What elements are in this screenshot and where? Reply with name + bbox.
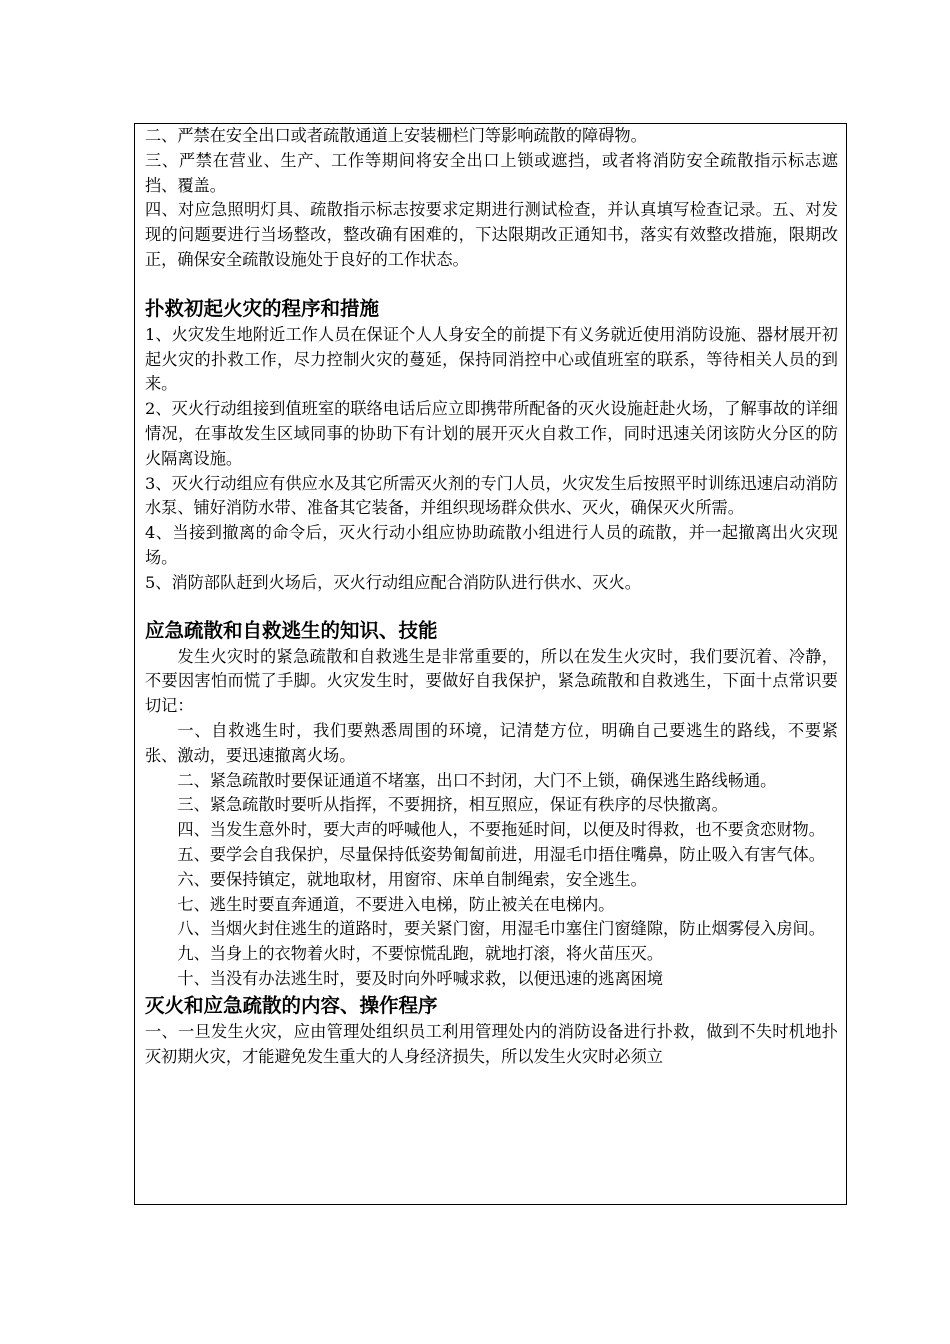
paragraph: 3、灭火行动组应有供应水及其它所需灭火剂的专门人员，火灾发生后按照平时训练迅速启动消防水泵、铺好消防水带、准备其它装备，并组织现场群众供水、灭火，确保灭火所需。: [145, 473, 838, 518]
paragraph: 发生火灾时的紧急疏散和自救逃生是非常重要的，所以在发生火灾时，我们要沉着、冷静，不要因害怕而慌了手脚。火灾发生时，要做好自我保护，紧急疏散和自救逃生，下面十点常识要切记：: [145, 646, 838, 716]
paragraph: 三、紧急疏散时要听从指挥，不要拥挤，相互照应，保证有秩序的尽快撤离。: [177, 795, 728, 815]
spacer: [145, 273, 838, 295]
paragraph: 五、要学会自我保护，尽量保持低姿势匍匐前进，用湿毛巾捂住嘴鼻，防止吸入有害气体。: [177, 844, 825, 864]
paragraph: 十、当没有办法逃生时，要及时向外呼喊求救，以便迅速的逃离困境: [177, 968, 664, 988]
paragraph: 八、当烟火封住逃生的道路时，要关紧门窗，用湿毛巾塞住门窗缝隙，防止烟雾侵入房间。: [177, 919, 825, 939]
paragraph: 一、一旦发生火灾，应由管理处组织员工利用管理处内的消防设备进行扑救，做到不失时机地扑灭初期火灾，才能避免发生重大的人身经济损失，所以发生火灾时必须立: [145, 1021, 838, 1066]
content-frame: [134, 123, 847, 1205]
paragraph: 四、对应急照明灯具、疏散指示标志按要求定期进行测试检查，并认真填写检查记录。五、对发现的问题要进行当场整改，整改确有困难的，下达限期改正通知书，落实有效整改措施，限期改正，确保安全疏散设施处于良好的工作状态。: [145, 200, 838, 269]
paragraph: 九、当身上的衣物着火时，不要惊慌乱跑，就地打滚，将火苗压灭。: [177, 944, 664, 964]
paragraph: 七、逃生时要直奔通道，不要进入电梯，防止被关在电梯内。: [177, 894, 615, 914]
paragraph: 5、消防部队赶到火场后，灭火行动组应配合消防队进行供水、灭火。: [145, 572, 641, 592]
paragraph: 一、自救逃生时，我们要熟悉周围的环境，记清楚方位，明确自己要逃生的路线，不要紧张、激动，要迅速撤离火场。: [145, 720, 838, 765]
paragraph: 四、当发生意外时，要大声的呼喊他人，不要拖延时间，以便及时得救，也不要贪恋财物。: [177, 820, 825, 840]
section-heading: 应急疏散和自救逃生的知识、技能: [145, 618, 438, 642]
section-heading: 扑救初起火灾的程序和措施: [145, 296, 380, 320]
section-heading: 灭火和应急疏散的内容、操作程序: [145, 993, 438, 1017]
paragraph: 2、灭火行动组接到值班室的联络电话后应立即携带所配备的灭火设施赶赴火场，了解事故的详细情况，在事故发生区域同事的协助下有计划的展开灭火自救工作，同时迅速关闭该防火分区的防火隔离设施。: [145, 399, 838, 468]
paragraph: 二、严禁在安全出口或者疏散通道上安装栅栏门等影响疏散的障碍物。: [145, 126, 647, 145]
document-body: [145, 124, 838, 1069]
spacer: [145, 596, 838, 617]
paragraph: 三、严禁在营业、生产、工作等期间将安全出口上锁或遮挡，或者将消防安全疏散指示标志遮挡、覆盖。: [145, 150, 838, 195]
paragraph: 1、火灾发生地附近工作人员在保证个人人身安全的前提下有义务就近使用消防设施、器材展开初起火灾的扑救工作，尽力控制火灾的蔓延，保持同消控中心或值班室的联系，等待相关人员的到来。: [145, 324, 838, 394]
paragraph: 六、要保持镇定，就地取材，用窗帘、床单自制绳索，安全逃生。: [177, 869, 647, 889]
paragraph: 二、紧急疏散时要保证通道不堵塞，出口不封闭，大门不上锁，确保逃生路线畅通。: [177, 770, 777, 790]
paragraph: 4、当接到撤离的命令后，灭火行动小组应协助疏散小组进行人员的疏散，并一起撤离出火灾现场。: [145, 523, 838, 567]
